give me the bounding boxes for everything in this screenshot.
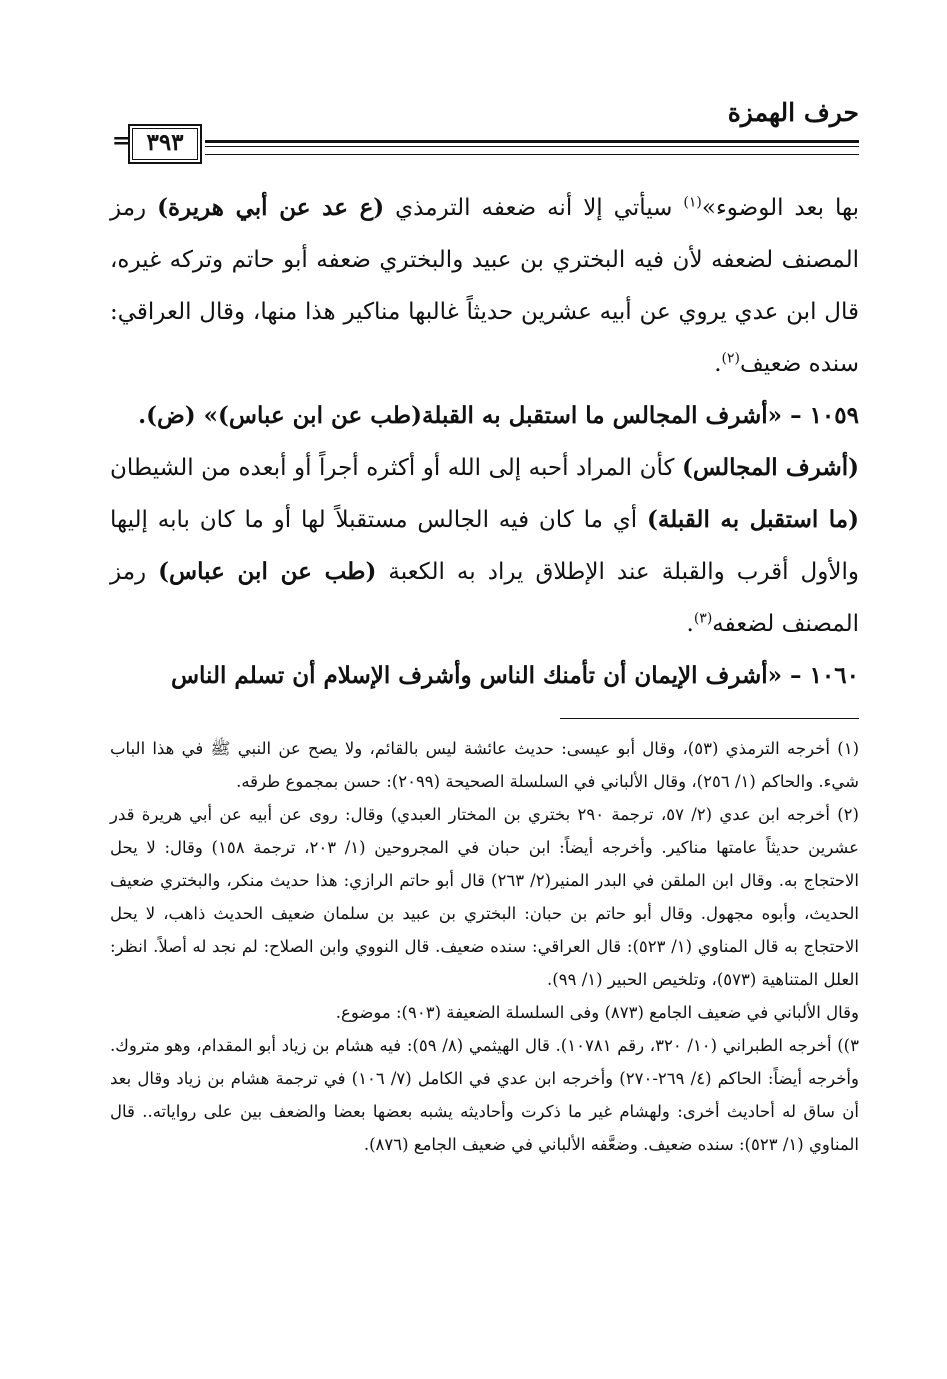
- text-span: أي ما كان فيه الجالس مستقبلاً لها أو ما كان بابه إليها والأول أقرب والقبلة عند الإطلاق يراد به الكعبة: [110, 507, 859, 585]
- footnote-2-continuation: وقال الألباني في ضعيف الجامع (٨٧٣) وفى السلسلة الضعيفة (٩٠٣): موضوع.: [335, 1003, 859, 1022]
- footnote-1: (١) أخرجه الترمذي (٥٣)، وقال أبو عيسى: حديث عائشة ليس بالقائم، ولا يصح عن النبي ﷺ في هذا الباب شيء. والحاكم (١/ ٢٥٦)، وقال الألباني في السلسلة الصحيحة (٢٠٩٩): حسن بمجموع طرقه.: [110, 739, 859, 791]
- page-number: ٣٩٣: [128, 124, 202, 164]
- text-span: بها بعد الوضوء»: [701, 195, 859, 221]
- hadith-entry-1060: ١٠٦٠ – «أشرف الإيمان أن تأمنك الناس وأشرف الإسلام أن تسلم الناس: [170, 662, 859, 689]
- text-span: رمز المصنف لضعفه: [110, 559, 859, 637]
- text-span: .: [714, 351, 722, 377]
- footnotes: [110, 732, 859, 1161]
- footnote-ref-1[interactable]: (١): [683, 194, 702, 211]
- chapter-title: حرف الهمزة: [727, 98, 859, 127]
- paragraph-1: [110, 182, 859, 390]
- text-span: كأن المراد أحبه إلى الله أو أكثره أجراً أو أبعده من الشيطان: [110, 455, 682, 481]
- footnote-ref-3[interactable]: (٣): [693, 610, 713, 627]
- hadith-entry-1059: ١٠٥٩ – «أشرف المجالس ما استقبل به القبلة(طب عن ابن عباس)» (ض).: [138, 402, 859, 429]
- source-ref: (طب عن ابن عباس): [158, 558, 377, 585]
- footnote-ref-2[interactable]: (٢): [721, 350, 740, 367]
- paragraph-commentary-1059: [110, 442, 859, 650]
- main-text: [110, 182, 859, 702]
- footnote-separator: [560, 718, 859, 719]
- header-rule: [205, 140, 859, 155]
- text-span: رمز المصنف لضعفه لأن فيه البختري بن عبيد والبختري ضعفه أبو حاتم وتركه غيره، قال ابن عدي يروي عن أبيه عشرين حديثاً غالبها مناكير هذا منها، وقال العراقي: سنده ضعيف: [110, 195, 859, 377]
- quoted-term: (أشرف المجالس): [681, 454, 859, 481]
- text-span: .: [686, 611, 694, 637]
- text-span: سيأتي إلا أنه ضعفه الترمذي: [384, 195, 684, 221]
- quoted-term: (ما استقبل به القبلة): [647, 506, 859, 533]
- source-ref: (ع عد عن أبي هريرة): [157, 194, 385, 221]
- footnote-2: (٢) أخرجه ابن عدي (٢/ ٥٧، ترجمة ٢٩٠ بختري بن المختار العبدي) وقال: روى عن أبيه عن أبي هريرة قدر عشرين حديثاً عامتها مناكير. وأخرجه أيضاً: ابن حبان في المجروحين (١/ ٢٠٣، ترجمة ١٥٨) وقال: لا يحل الاحتجاج به. وقال ابن الملقن في البدر المنير(٢/ ٢٦٣) قال أبو حاتم الرازي: هذا حديث منكر، والبختري ضعيف الحديث، وأبوه مجهول. وقال أبو حاتم بن حبان: البختري بن عبيد بن سلمان ضعيف الحديث ذاهب، لا يحل الاحتجاج به قال المناوي (١/ ٥٢٣): قال العراقي: سنده ضعيف. قال النووي وابن الصلاح: لم نجد له أصلاً. انظر: العلل المتناهية (٥٧٣)، وتلخيص الحبير (١/ ٩٩).: [110, 805, 859, 989]
- header-ornament: =: [112, 128, 131, 154]
- footnote-3: ٣)) أخرجه الطبراني (١٠/ ٣٢٠، رقم ١٠٧٨١). قال الهيثمي (٨/ ٥٩): فيه هشام بن زياد أبو المقدام، وهو متروك. وأخرجه أيضاً: الحاكم (٤/ ٢٦٩-٢٧٠) وأخرجه ابن عدي في الكامل (٧/ ١٠٦) في ترجمة هشام بن زياد وقال بعد أن ساق له أحاديث أخرى: ولهشام غير ما ذكرت وأحاديثه يشبه بعضها بعضا والضعف بين على رواياته.. قال المناوي (١/ ٥٢٣): سنده ضعيف. وضعَّفه الألباني في ضعيف الجامع (٨٧٦).: [110, 1036, 859, 1154]
